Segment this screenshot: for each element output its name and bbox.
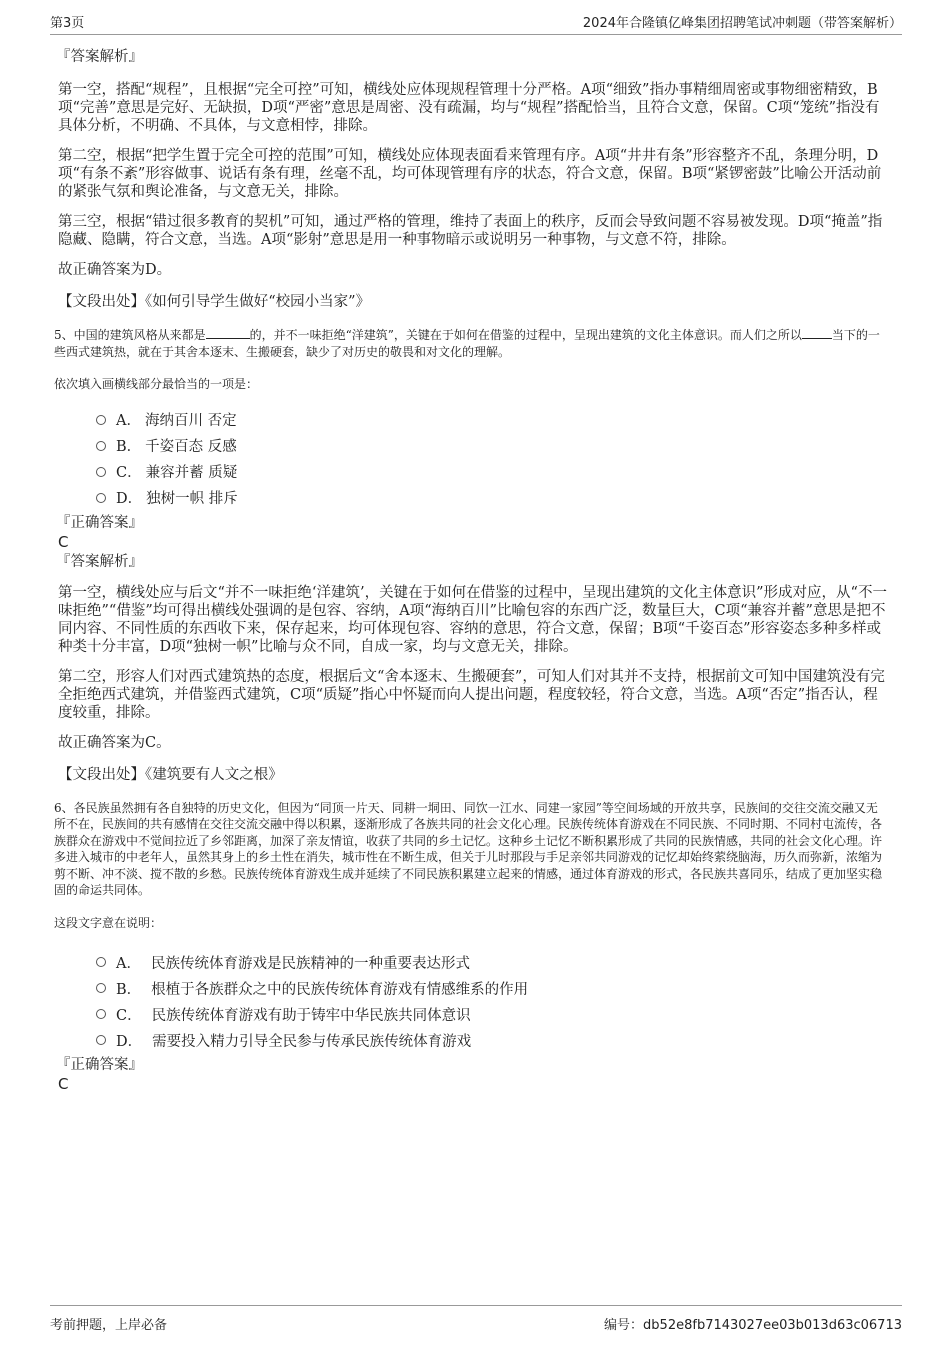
stem-part: 5、中国的建筑风格从来都是 [54,328,206,342]
fill-blank [206,328,250,339]
radio-icon[interactable] [96,1009,106,1019]
option-list [58,407,888,511]
page-number: 第3页 [50,16,85,31]
radio-icon[interactable] [96,493,106,503]
radio-icon[interactable] [96,1035,106,1045]
analysis-paragraph: 第二空，根据“把学生置于完全可控的范围”可知，横线处应体现表面看来管理有序。A项“井井有条”形容整齐不乱，条理分明，D项“有条不紊”形容做事、说话有条有理，丝毫不乱，均可体现管理有序的状态，符合文意，保留。B项“紧锣密鼓”比喻公开活动前的紧张气氛和舆论准备，与文意无关，排除。 [58,148,882,200]
option-c[interactable]: C． 民族传统体育游戏有助于铸牢中华民族共同体意识 [58,1001,888,1027]
stem-part: 当下的一些西式建筑热，就在于其舍本逐末、生搬硬套，缺少了对历史的敬畏和对文化的理解。 [54,328,880,359]
footer-slogan: 考前押题，上岸必备 [50,1318,168,1333]
question-stem: 6、各民族虽然拥有各自独特的历史文化，但因为“同顶一片天、同耕一垌田、同饮一江水、同建一家园”等空间场域的开放共享，民族间的交往交流交融又无所不在，民族间的共有感情在交往交流交融中得以积累，逐渐形成了各族共同的社会文化心理。民族传统体育游戏在不同民族、不同时期、不同村屯流传，各族群众在游戏中不觉间拉近了乡邻距离，加深了亲友情谊，收获了共同的乡土记忆。这种乡土记忆不断积累形成了共同的民族情感，共同的社会文化心理。许多进入城市的中老年人，虽然其身上的乡土性在消失，城市性在不断生成，但关于儿时那段与手足亲邻共同游戏的记忆却始终萦绕脑海，历久而弥新，浓缩为剪不断、冲不淡、搅不散的乡愁。民族传统体育游戏生成并延续了不同民族积累建立起来的情感，通过体育游戏的形式，各民族共喜同乐，结成了更加坚实稳固的命运共同体。 [54,800,883,897]
stem-part: 的，并不一味拒绝“洋建筑”，关键在于如何在借鉴的过程中，呈现出建筑的文化主体意识。而人们之所以 [249,328,802,342]
analysis-paragraph: 第三空，根据“错过很多教育的契机”可知，通过严格的管理，维持了表面上的秩序，反而会导致问题不容易被发现。D项“掩盖”指隐藏、隐瞒，符合文意，当选。A项“影射”意思是用一种事物暗示或说明另一种事物，与文意不符，排除。 [58,214,883,248]
option-c[interactable]: C． 兼容并蓄 质疑 [58,459,888,485]
option-b[interactable]: B． 千姿百态 反感 [58,433,888,459]
conclusion: 故正确答案为C。 [58,734,171,751]
radio-icon[interactable] [96,415,106,425]
question-prompt: 依次填入画横线部分最恰当的一项是： [54,377,259,391]
analysis-label: 『答案解析』 [56,553,143,570]
page-content [54,47,888,1094]
option-b[interactable]: B． 根植于各族群众之中的民族传统体育游戏有情感维系的作用 [58,975,888,1001]
option-a[interactable]: A． 海纳百川 否定 [58,407,888,433]
option-list [58,949,888,1053]
correct-answer-label: 『正确答案』 [56,514,143,531]
document-title: 2024年合隆镇亿峰集团招聘笔试冲刺题（带答案解析） [582,16,902,31]
radio-icon[interactable] [96,957,106,967]
option-d[interactable]: D． 需要投入精力引导全民参与传承民族传统体育游戏 [58,1027,888,1053]
correct-answer: C [58,1075,69,1093]
radio-icon[interactable] [96,467,106,477]
option-d[interactable]: D． 独树一帜 排斥 [58,485,888,511]
document-id: 编号：db52e8fb7143027ee03b013d63c06713 [604,1318,902,1333]
analysis-paragraph: 第二空，形容人们对西式建筑热的态度，根据后文“舍本逐末、生搬硬套”，可知人们对其并不支持，根据前文可知中国建筑没有完全拒绝西式建筑，并借鉴西式建筑，C项“质疑”指心中怀疑而向人提出问题，程度较轻，符合文意，当选。A项“否定”指否认，程度较重，排除。 [58,668,885,721]
source-citation: 【文段出处】《如何引导学生做好“校园小当家”》 [58,294,371,310]
question-stem [54,327,888,360]
correct-answer: C [58,532,69,551]
correct-answer-label: 『正确答案』 [56,1057,143,1073]
page-footer [50,1305,902,1333]
analysis-label: 『答案解析』 [56,49,143,65]
fill-blank [802,328,832,339]
radio-icon[interactable] [96,983,106,993]
source-citation: 【文段出处】《建筑要有人文之根》 [58,766,283,783]
analysis-paragraph: 第一空，横线处应与后文“并不一味拒绝‘洋建筑’，关键在于如何在借鉴的过程中，呈现出建筑的文化主体意识”形成对应，从“不一味拒绝”“借鉴”均可得出横线处强调的是包容、容纳，A项“海纳百川”比喻包容的东西广泛，数量巨大，C项“兼容并蓄”意思是把不同内容、不同性质的东西收下来，保存起来，均可体现包容、容纳的意思，符合文意，保留；B项“千姿百态”形容姿态多种多样或种类十分丰富，D项“独树一帜”比喻与众不同，自成一家，均与文意无关，排除。 [58,584,887,655]
option-a[interactable]: A． 民族传统体育游戏是民族精神的一种重要表达形式 [58,949,888,975]
page-header [50,12,902,35]
radio-icon[interactable] [96,441,106,451]
analysis-paragraph: 第一空，搭配“规程”，且根据“完全可控”可知，横线处应体现规程管理十分严格。A项“细致”指办事精细周密或事物细密精致，B项“完善”意思是完好、无缺损，D项“严密”意思是周密、没有疏漏，均与“规程”搭配恰当，且符合文意，保留。C项“笼统”指没有具体分析，不明确、不具体，与文意相悖，排除。 [58,82,880,134]
conclusion: 故正确答案为D。 [58,262,172,278]
question-prompt: 这段文字意在说明： [54,915,163,930]
